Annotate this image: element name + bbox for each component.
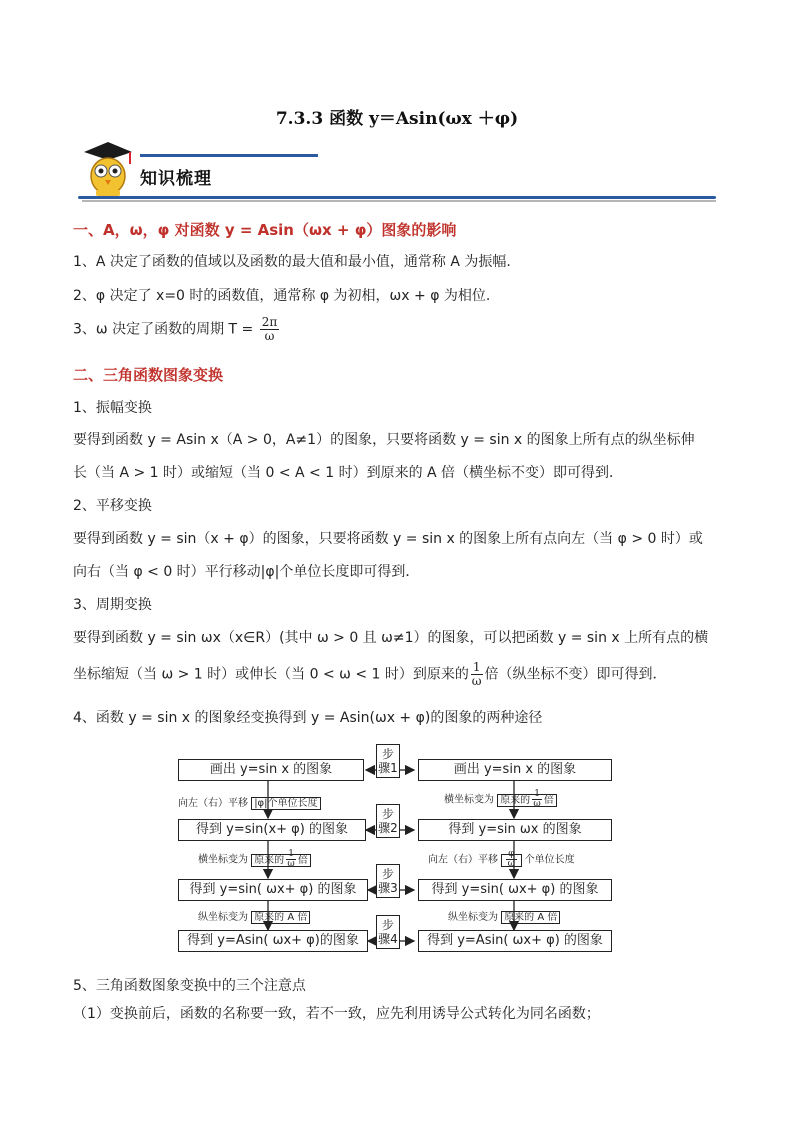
left-cap-1	[178, 794, 321, 809]
period-text: 3、ω 决定了函数的周期 T =	[73, 321, 254, 338]
badge-bottom-rule	[78, 196, 716, 199]
right-cap-1-den: ω	[533, 799, 541, 809]
s3b-prefix: 坐标缩短（当 ω > 1 时）或伸长（当 0 < ω < 1 时）到原来的	[73, 666, 469, 683]
graduate-owl-icon	[78, 138, 138, 200]
step-2: 步骤2	[376, 804, 400, 838]
transform-diagram	[176, 744, 616, 966]
left-cap-2-den: ω	[287, 859, 295, 869]
left-cap-3	[198, 908, 310, 923]
left-box-3: 得到 y=sin( ωx+ φ) 的图象	[178, 879, 368, 901]
right-cap-3-box: 原来的 A 倍	[501, 911, 560, 924]
right-cap-2	[428, 850, 575, 869]
right-box-4: 得到 y=Asin( ωx+ φ) 的图象	[418, 930, 612, 952]
right-cap-1-frac	[532, 790, 542, 809]
step-4: 步骤4	[376, 915, 400, 949]
sub-heading-4: 4、函数 y = sin x 的图象经变换得到 y = Asin(ωx + φ)的图象的两种途径	[73, 710, 543, 726]
left-cap-1-box: |φ|个单位长度	[251, 797, 320, 810]
badge-bottom-shadow	[82, 200, 716, 202]
right-cap-1-suffix: 倍	[543, 794, 554, 806]
para-s2a: 要得到函数 y = sin（x + φ）的图象，只要将函数 y = sin x 的图象上所有点向左（当 φ > 0 时）或	[73, 531, 703, 547]
period-den: ω	[264, 329, 275, 343]
right-cap-1-text: 横坐标变为	[444, 794, 494, 806]
para-s1a: 要得到函数 y = Asin x（A > 0，A≠1）的图象，只要将函数 y = sin x 的图象上所有点的纵坐标伸	[73, 432, 695, 448]
left-cap-2-frac	[286, 850, 296, 869]
badge-label: 知识梳理	[140, 169, 212, 189]
para-s5a: （1）变换前后，函数的名称要一致，若不一致，应先利用诱导公式转化为同名函数；	[73, 1006, 600, 1022]
para-amplitude: 1、A 决定了函数的值域以及函数的最大值和最小值，通常称 A 为振幅.	[73, 254, 511, 270]
left-cap-3-text: 纵坐标变为	[198, 912, 248, 923]
right-cap-2-frac	[506, 850, 516, 869]
para-s2b: 向右（当 φ < 0 时）平行移动|φ|个单位长度即可得到．	[73, 564, 420, 580]
right-cap-1-num: 1	[534, 789, 540, 799]
right-cap-2-suffix: 个单位长度	[524, 854, 575, 866]
s3b-fraction	[471, 661, 483, 688]
sub-heading-3: 3、周期变换	[73, 597, 152, 613]
left-cap-2-text: 横坐标变为	[198, 854, 248, 866]
right-cap-3-text: 纵坐标变为	[448, 912, 498, 923]
para-s3b	[73, 661, 667, 688]
s3b-num: 1	[472, 660, 481, 674]
left-box-4: 得到 y=Asin( ωx+ φ)的图象	[178, 930, 368, 952]
sub-heading-1: 1、振幅变换	[73, 400, 152, 416]
badge-top-rule	[140, 154, 318, 157]
left-cap-2-num: 1	[288, 849, 294, 859]
section-heading-2: 二、三角函数图象变换	[73, 366, 224, 384]
para-s3a: 要得到函数 y = sin ωx（x∈R）(其中 ω > 0 且 ω≠1）的图象，可以把函数 y = sin x 上所有点的横	[73, 630, 709, 646]
right-box-1: 画出 y=sin x 的图象	[418, 759, 612, 781]
sub-heading-2: 2、平移变换	[73, 498, 152, 514]
right-box-2: 得到 y=sin ωx 的图象	[418, 819, 612, 841]
page-title: 7.3.3 函数 y＝Asin(ωx ＋φ)	[275, 109, 519, 129]
period-num: 2π	[261, 315, 278, 329]
para-phase: 2、φ 决定了 x=0 时的函数值，通常称 φ 为初相，ωx + φ 为相位.	[73, 288, 491, 304]
left-cap-1-text: 向左（右）平移	[178, 798, 248, 809]
left-box-1: 画出 y=sin x 的图象	[178, 759, 364, 781]
left-cap-2-suffix: 倍	[297, 854, 308, 866]
s3b-suffix: 倍（纵坐标不变）即可得到．	[484, 666, 667, 683]
left-cap-2-box	[251, 849, 311, 869]
para-s1b: 长（当 A > 1 时）或缩短（当 0 < A < 1 时）到原来的 A 倍（横坐标不变）即可得到．	[73, 465, 624, 481]
step-3: 步骤3	[376, 864, 400, 898]
right-cap-1-box-text: 原来的	[500, 794, 531, 806]
left-cap-3-box: 原来的 A 倍	[251, 911, 310, 924]
period-fraction	[260, 316, 280, 343]
s3b-den: ω	[471, 674, 482, 688]
right-box-3: 得到 y=sin( ωx+ φ) 的图象	[418, 879, 612, 901]
section-badge	[78, 138, 718, 204]
right-cap-2-num: φ	[508, 849, 515, 859]
right-cap-2-text: 向左（右）平移	[428, 854, 498, 866]
right-cap-1-box	[497, 789, 557, 809]
right-cap-3	[448, 908, 560, 923]
left-box-2: 得到 y=sin(x+ φ) 的图象	[178, 819, 366, 841]
left-cap-2-box-text: 原来的	[254, 854, 285, 866]
para-period	[73, 316, 281, 343]
step-1: 步骤1	[376, 744, 400, 778]
section-heading-1: 一、A，ω，φ 对函数 y = Asin（ωx + φ）图象的影响	[73, 221, 457, 239]
right-cap-1	[444, 790, 557, 809]
right-cap-2-box	[501, 849, 521, 869]
sub-heading-5: 5、三角函数图象变换中的三个注意点	[73, 978, 306, 994]
right-cap-2-den: ω	[507, 859, 516, 869]
left-cap-2	[198, 850, 311, 869]
